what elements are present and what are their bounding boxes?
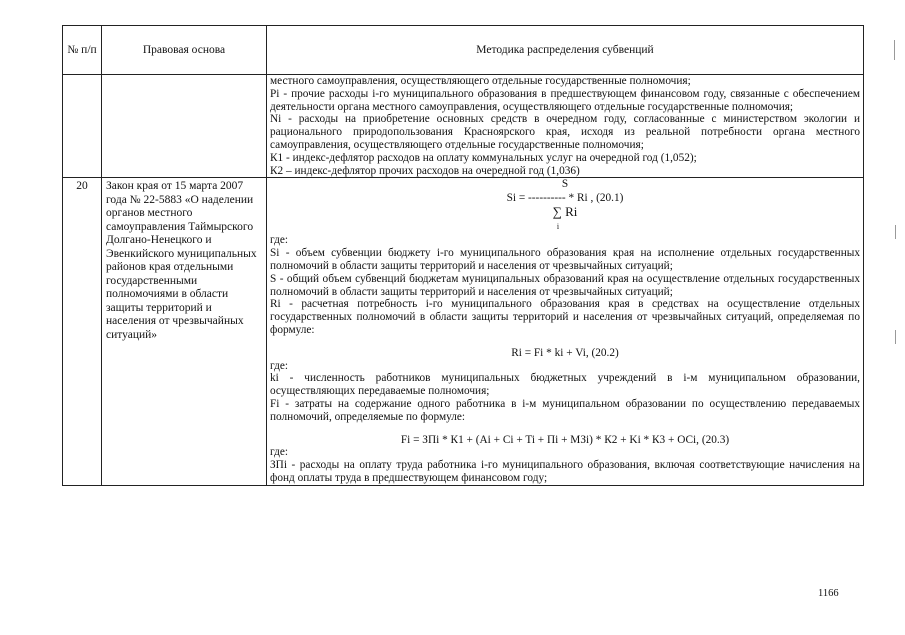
- definition-s: S - общий объем субвенций бюджетам муниципальных образований края на осуществление отдельных государственных полномочий в области защиты территорий и населения от чрезвычайных ситуаций;: [270, 272, 860, 298]
- row-number: 20: [63, 178, 102, 485]
- method-line: Pi - прочие расходы i-го муниципального образования в предшествующем финансовом году, связанные с обеспечением деятельности органа местного самоуправления, осуществляющего отдельные государственные полномочия;: [270, 87, 860, 113]
- method-line: К1 - индекс-дефлятор расходов на оплату коммунальных услуг на очередной год (1,052);: [270, 151, 697, 164]
- table-row-20: [63, 178, 864, 485]
- header-legal-basis: Правовая основа: [102, 26, 267, 75]
- definition-ki: ki - численность работников муниципальных бюджетных учреждений в i-м муниципальном образовании, осуществляющих передаваемые полномочия;: [270, 372, 860, 398]
- cell-method-20: [267, 178, 864, 485]
- spacer: [270, 337, 860, 347]
- scan-edge-mark: [895, 330, 896, 344]
- formula-20-3: Fi = ЗПi * К1 + (Ai + Ci + Ti + Пi + МЗi) * К2 + Ki * К3 + ОСi, (20.3): [400, 433, 730, 446]
- cell-method-continued: [267, 75, 864, 178]
- method-line: К2 – индекс-дефлятор прочих расходов на очередной год (1,036): [270, 164, 580, 177]
- formula-denominator: ∑ Ri: [552, 204, 578, 220]
- where-label: где:: [270, 446, 288, 459]
- cell-empty-basis: [102, 75, 267, 178]
- page-number: 1166: [818, 588, 839, 599]
- definition-zpi: ЗПi - расходы на оплату труда работника i-го муниципального образования, включая соответствующие начисления на фонд оплаты труда в предшествующем финансовом году;: [270, 459, 860, 484]
- formula-numerator: S: [561, 178, 569, 191]
- formula-main-line: Si = ---------- * Ri , (20.1): [506, 192, 624, 205]
- method-line: Ni - расходы на приобретение основных средств в очередном году, согласованные с министерством экологии и рационального природопользования Красноярского края, исходя из реальной потребности органа местного самоуправления, осуществляющего отдельные государственные полномочия;: [270, 113, 860, 151]
- header-method: Методика распределения субвенций: [267, 26, 864, 75]
- where-label: где:: [270, 359, 288, 372]
- where-label: где:: [270, 234, 288, 247]
- subvention-table: [62, 25, 864, 486]
- definition-fi: Fi - затраты на содержание одного работника в i-м муниципальном образовании по осуществлению передаваемых полномочий, определяемые по формуле:: [270, 397, 860, 423]
- table-row-continued: [63, 75, 864, 178]
- formula-20-2: Ri = Fi * ki + Vi, (20.2): [511, 346, 619, 359]
- formula-20-1: [270, 178, 860, 234]
- scan-edge-mark: [894, 40, 895, 60]
- cell-empty-num: [63, 75, 102, 178]
- formula-sum-index: i: [556, 222, 560, 232]
- definition-si: Si - объем субвенции бюджету i-го муниципального образования края на исполнение отдельных государственных полномочий в области защиты территорий и населения от чрезвычайных ситуаций;: [270, 247, 860, 272]
- legal-basis-text: Закон края от 15 марта 2007 года № 22-5883 «О наделении органов местного самоуправления Таймырского Долгано-Ненецкого и Эвенкийского муниципальных районов края отдельными государственными полномочиями в области защиты территорий и населения от чрезвычайных ситуаций»: [102, 178, 267, 485]
- scan-edge-mark: [895, 225, 896, 239]
- header-number: № п/п: [63, 26, 102, 75]
- spacer: [270, 424, 860, 434]
- definition-ri: Ri - расчетная потребность i-го муниципального образования края в средствах на осуществление отдельных государственных полномочий в области защиты территорий и населения от чрезвычайных ситуаций, определяемая по формуле:: [270, 298, 860, 336]
- table-header-row: [63, 26, 864, 75]
- method-line: местного самоуправления, осуществляющего отдельные государственные полномочия;: [270, 75, 691, 87]
